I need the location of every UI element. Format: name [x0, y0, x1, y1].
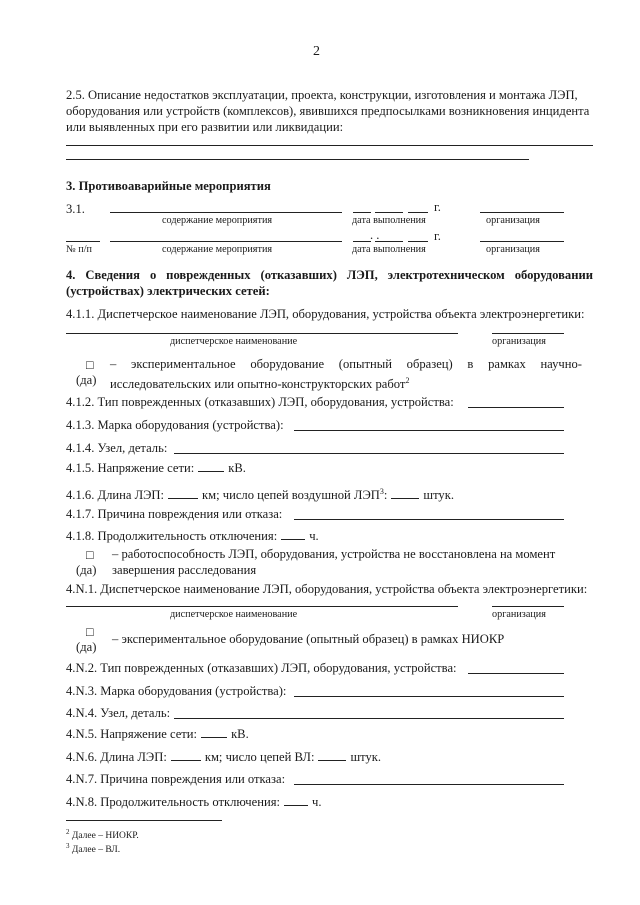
voltage-input-1[interactable] — [198, 471, 224, 472]
item-4-1-1: 4.1.1. Диспетчерское наименование ЛЭП, оборудования, устройства объекта электроэнергетики: — [66, 307, 585, 321]
measure-day-line-1[interactable] — [353, 212, 371, 213]
experimental-text-1-line-1: – экспериментальное оборудование (опытный образец) в рамках научно- — [110, 357, 582, 371]
caption-org-4-N-1: организация — [492, 609, 546, 620]
caption-org-4-1-1: организация — [492, 336, 546, 347]
experimental-yes-1: (да) — [76, 373, 97, 387]
restore-yes: (да) — [76, 563, 97, 577]
item-4-N-7: 4.N.7. Причина повреждения или отказа: — [66, 772, 286, 786]
footnote-2: $^2$ Далее – НИОКР. — [66, 828, 139, 842]
year-suffix-2: г. — [434, 229, 441, 243]
footnote-ref-2: 2 — [405, 376, 410, 385]
restore-text-line-1: – работоспособность ЛЭП, оборудования, устройства не восстановлена на момент — [112, 547, 556, 561]
item-4-N-5: 4.N.5. Напряжение сети: кВ. — [66, 727, 249, 741]
item-4-1-7: 4.1.7. Причина повреждения или отказа: — [66, 507, 283, 521]
answer-line-2-5-a[interactable] — [66, 145, 593, 146]
dispatch-name-line-N[interactable] — [66, 606, 458, 607]
answer-line-2-5-b[interactable] — [66, 159, 529, 160]
item-4-N-2: 4.N.2. Тип поврежденных (отказавших) ЛЭП, оборудования, устройства: — [66, 661, 457, 675]
caption-org-1: организация — [486, 215, 540, 226]
node-line-4-N-4[interactable] — [174, 718, 564, 719]
voltage-input-N[interactable] — [201, 737, 227, 738]
date-dots-2: . . — [370, 228, 380, 242]
caption-measure-content-1: содержание мероприятия — [162, 215, 273, 226]
restore-checkbox[interactable]: □ — [86, 548, 94, 562]
item-4-1-8: 4.1.8. Продолжительность отключения: ч. — [66, 529, 319, 543]
section-4-title-line-1: 4. Сведения о поврежденных (отказавших) ЛЭП, электротехническом оборудовании — [66, 268, 593, 282]
type-line-4-N-2[interactable] — [468, 673, 564, 674]
node-line-4-1-4[interactable] — [174, 453, 564, 454]
item-4-1-5: 4.1.5. Напряжение сети: кВ. — [66, 461, 246, 475]
measure-month-line-1[interactable] — [375, 212, 403, 213]
item-4-1-4: 4.1.4. Узел, деталь: — [66, 441, 168, 455]
section-2-5-line-2: оборудования или устройств (комплексов), явившихся предпосылками возникновения инцидента — [66, 104, 590, 118]
item-4-1-2: 4.1.2. Тип поврежденных (отказавших) ЛЭП, оборудования, устройства: — [66, 395, 454, 409]
org-line-4-N-1[interactable] — [492, 606, 564, 607]
page-number: 2 — [313, 44, 320, 59]
experimental-checkbox-1[interactable]: □ — [86, 358, 94, 372]
row-3-1-number: 3.1. — [66, 202, 85, 216]
experimental-checkbox-2[interactable]: □ — [86, 625, 94, 639]
item-4-N-6: 4.N.6. Длина ЛЭП: км; число цепей ВЛ: штук. — [66, 750, 382, 764]
section-4-title-line-2: (устройствах) электрических сетей: — [66, 284, 270, 298]
section-2-5-line-1: 2.5. Описание недостатков эксплуатации, проекта, конструкции, изготовления и монтажа ЛЭП, — [66, 88, 578, 102]
caption-date-1: дата выполнения — [352, 215, 426, 226]
experimental-yes-2: (да) — [76, 640, 97, 654]
item-4-N-3: 4.N.3. Марка оборудования (устройства): — [66, 684, 287, 698]
item-4-1-6: 4.1.6. Длина ЛЭП: км; число цепей воздушной ЛЭП$^3$: штук. — [66, 487, 454, 503]
section-2-5-line-3: или выявленных при его развитии или ликвидации: — [66, 120, 344, 134]
measure-content-line-2[interactable] — [110, 241, 342, 242]
measure-day-line-2[interactable] — [353, 241, 371, 242]
measure-month-line-2[interactable] — [375, 241, 403, 242]
experimental-text-1-line-2: исследовательских или опытно-конструкторских работ$^2$ — [110, 376, 410, 392]
caption-date-2: дата выполнения — [352, 244, 426, 255]
length-input-1[interactable] — [168, 498, 198, 499]
measure-year-line-1[interactable] — [408, 212, 428, 213]
dispatch-name-line-1[interactable] — [66, 333, 458, 334]
cause-line-4-N-7[interactable] — [294, 784, 564, 785]
item-4-N-8: 4.N.8. Продолжительность отключения: ч. — [66, 795, 322, 809]
brand-line-4-1-3[interactable] — [294, 430, 564, 431]
experimental-text-2: – экспериментальное оборудование (опытный образец) в рамках НИОКР — [112, 632, 505, 646]
item-4-N-4: 4.N.4. Узел, деталь: — [66, 706, 171, 720]
circuits-input-N[interactable] — [318, 760, 346, 761]
item-4-N-1: 4.N.1. Диспетчерское наименование ЛЭП, оборудования, устройства объекта электроэнергетики: — [66, 582, 588, 596]
measure-content-line-1[interactable] — [110, 212, 342, 213]
caption-org-2: организация — [486, 244, 540, 255]
org-line-4-1-1[interactable] — [492, 333, 564, 334]
measure-org-line-1[interactable] — [480, 212, 564, 213]
circuits-input-1[interactable] — [391, 498, 419, 499]
measure-org-line-2[interactable] — [480, 241, 564, 242]
measure-number-line-2[interactable] — [66, 241, 100, 242]
footnote-ref-3: 3 — [379, 487, 384, 496]
caption-dispatch-name-N: диспетчерское наименование — [170, 609, 298, 620]
caption-number-2: № п/п — [66, 244, 93, 255]
length-input-N[interactable] — [171, 760, 201, 761]
caption-measure-content-2: содержание мероприятия — [162, 244, 273, 255]
cause-line-4-1-7[interactable] — [294, 519, 564, 520]
duration-input-1[interactable] — [281, 539, 305, 540]
duration-input-N[interactable] — [284, 805, 308, 806]
section-3-title: 3. Противоаварийные мероприятия — [66, 179, 271, 193]
brand-line-4-N-3[interactable] — [294, 696, 564, 697]
caption-dispatch-name-1: диспетчерское наименование — [170, 336, 298, 347]
type-line-4-1-2[interactable] — [468, 407, 564, 408]
item-4-1-3: 4.1.3. Марка оборудования (устройства): — [66, 418, 284, 432]
year-suffix-1: г. — [434, 200, 441, 214]
measure-year-line-2[interactable] — [408, 241, 428, 242]
footnote-separator — [66, 820, 222, 821]
footnote-3: $^3$ Далее – ВЛ. — [66, 842, 121, 856]
restore-text-line-2: завершения расследования — [112, 563, 257, 577]
